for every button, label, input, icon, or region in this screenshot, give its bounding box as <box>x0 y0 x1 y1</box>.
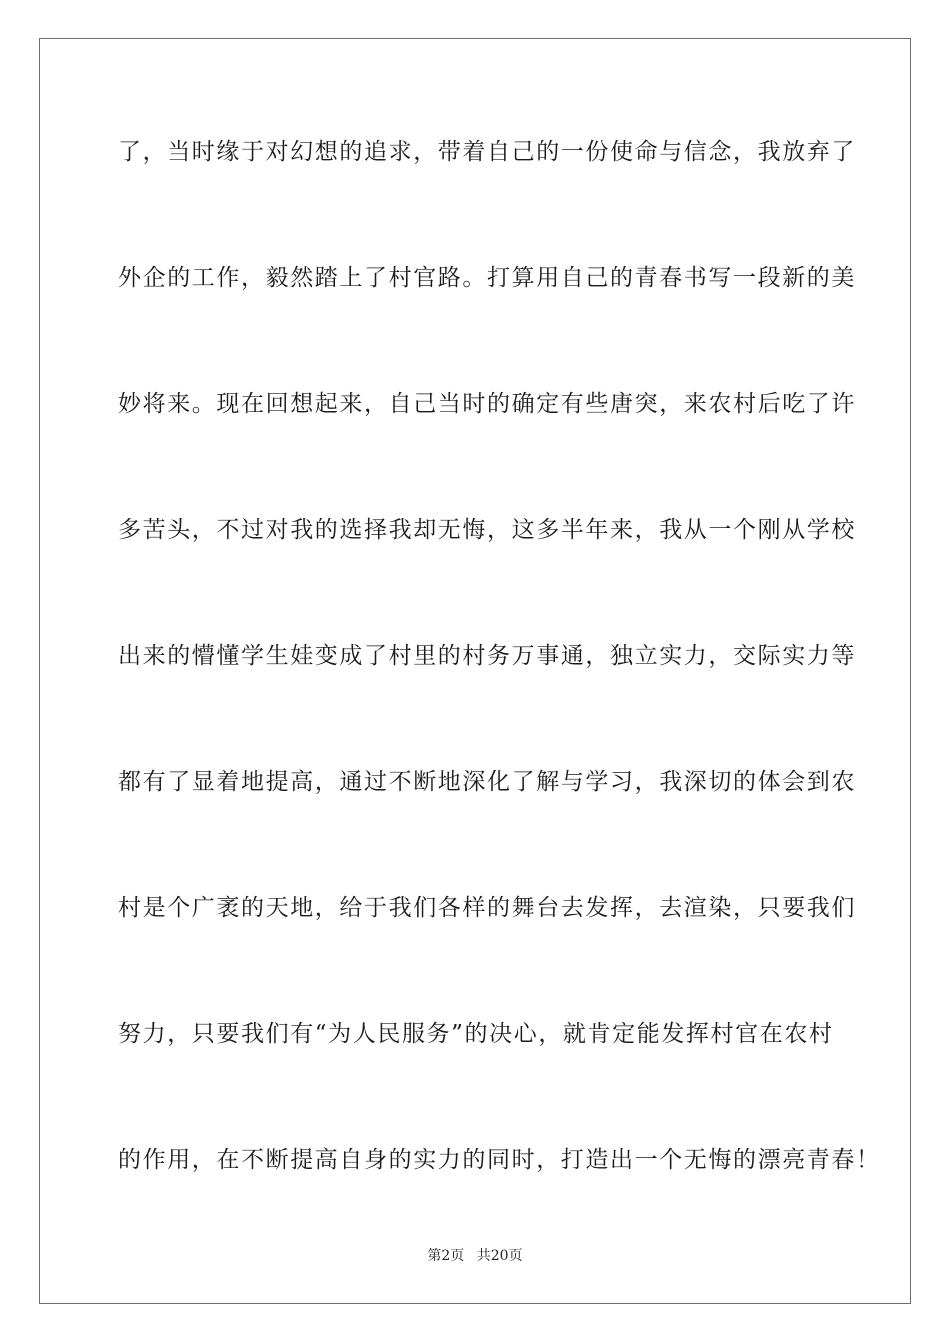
page-footer <box>0 1246 950 1266</box>
document-body <box>118 128 881 1262</box>
text-line: 多苦头，不过对我的选择我却无悔，这多半年来，我从一个刚从学校 <box>118 517 856 543</box>
page-total: 共20页 <box>476 1248 523 1264</box>
text-line: 努力，只要我们有“为人民服务”的决心，就肯定能发挥村官在农村 <box>118 1021 834 1047</box>
text-line: 的作用，在不断提高自身的实力的同时，打造出一个无悔的漂亮青春！ <box>118 1147 881 1173</box>
text-line: 村是个广袤的天地，给于我们各样的舞台去发挥，去渲染，只要我们 <box>118 895 856 921</box>
page-number: 第2页 <box>427 1248 465 1264</box>
text-line: 了，当时缘于对幻想的追求，带着自己的一份使命与信念，我放弃了 <box>118 139 856 165</box>
text-line: 妙将来。现在回想起来，自己当时的确定有些唐突，来农村后吃了许 <box>118 391 856 417</box>
text-line: 都有了显着地提高，通过不断地深化了解与学习，我深切的体会到农 <box>118 769 856 795</box>
text-line: 外企的工作，毅然踏上了村官路。打算用自己的青春书写一段新的美 <box>118 265 856 291</box>
text-line: 出来的懵懂学生娃变成了村里的村务万事通，独立实力，交际实力等 <box>118 643 856 669</box>
